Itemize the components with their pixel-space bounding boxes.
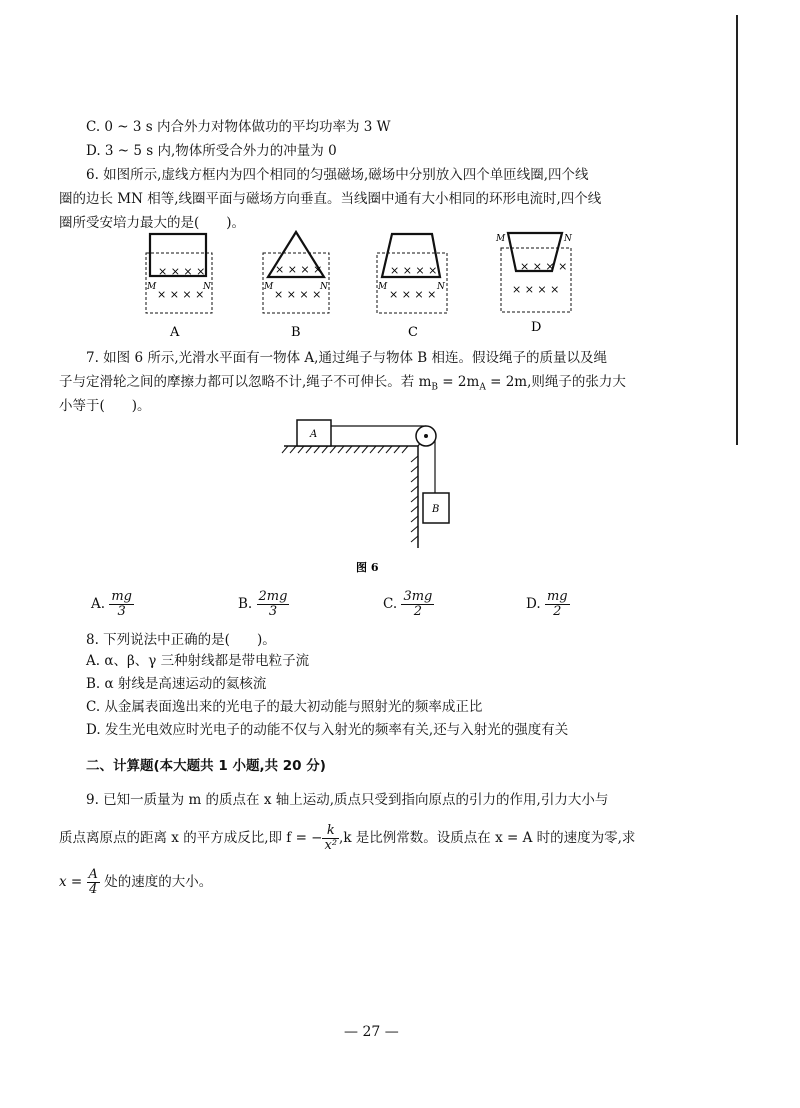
q5-option-d: D. 3 ~ 5 s 内,物体所受合外力的冲量为 0 — [86, 143, 337, 159]
q8-option-d: D. 发生光电效应时光电子的动能不仅与入射光的频率有关,还与入射光的强度有关 — [86, 722, 569, 738]
q6-a-n: N — [203, 282, 211, 292]
q6-a-m: M — [147, 282, 157, 292]
q6-stem-line2: 圈的边长 MN 相等,线圈平面与磁场方向垂直。当线圈中通有大小相同的环形电流时,四个线 — [59, 191, 602, 207]
q7-option-a: A. $\frac{mg}{3}$ — [91, 589, 132, 619]
q9-stem-line2: 质点离原点的距离 x 的平方成反比,即 f = − $\frac{k}{\text{x²}}$ ,k 是比例常数。设质点在 x = A 时的速度为零,求 — [59, 823, 636, 853]
q6-a-crosses-bottom: × × × × — [157, 288, 205, 301]
q7-option-d: D. $\frac{mg}{2}$ — [526, 589, 568, 619]
q6-c-label: C — [408, 325, 418, 340]
q6-stem-line3: 圈所受安培力最大的是( )。 — [59, 215, 246, 231]
q6-b-n: N — [320, 282, 328, 292]
q6-b-m: M — [264, 282, 274, 292]
q7-stem-line2: 子与定滑轮之间的摩擦力都可以忽略不计,绳子不可伸长。若 $m_B = 2m_A = 2m$,则绳子的张力大 — [59, 374, 626, 393]
q6-stem-line1: 6. 如图所示,虚线方框内为四个相同的匀强磁场,磁场中分别放入四个单匝线圈,四个线 — [86, 167, 589, 183]
q6-b-crosses-top: × × × × — [275, 263, 323, 276]
q6-b-crosses-bottom: × × × × — [274, 288, 322, 301]
q8-option-b: B. α 射线是高速运动的氦核流 — [86, 676, 267, 692]
page-number: — 27 — — [344, 1024, 399, 1040]
q7-block-a-label: A — [310, 429, 318, 440]
q5-option-c: C. 0 ~ 3 s 内合外力对物体做功的平均功率为 3 W — [86, 119, 391, 135]
q6-c-crosses-top: × × × × — [390, 264, 438, 277]
q6-d-crosses-top: × × × × — [520, 260, 568, 273]
q9-x-fraction: $\frac{A}{4}$ — [88, 867, 98, 897]
q7-stem-line1: 7. 如图 6 所示,光滑水平面有一物体 A,通过绳子与物体 B 相连。假设绳子的质量以及绳 — [86, 350, 607, 366]
q6-d-n: N — [564, 234, 572, 244]
q6-c-m: M — [378, 282, 388, 292]
q9-force-fraction: $\frac{k}{\text{x²}}$ — [324, 823, 338, 853]
q9-stem-line1: 9. 已知一质量为 m 的质点在 x 轴上运动,质点只受到指向原点的引力的作用,引力大小与 — [86, 792, 609, 808]
q7-block-b-label: B — [432, 504, 440, 515]
q7-option-b: B. $\frac{2mg}{3}$ — [238, 589, 288, 619]
q8-option-a: A. α、β、γ 三种射线都是带电粒子流 — [86, 653, 310, 669]
q7-option-c: C. $\frac{3mg}{2}$ — [383, 589, 433, 619]
q6-b-label: B — [291, 325, 301, 340]
q6-d-m: M — [496, 234, 506, 244]
q6-a-crosses-top: × × × × — [158, 265, 206, 278]
q8-option-c: C. 从金属表面逸出来的光电子的最大初动能与照射光的频率成正比 — [86, 699, 483, 715]
q9-stem-line3: x = $\frac{A}{4}$ 处的速度的大小。 — [59, 867, 213, 897]
section-heading-calculation: 二、计算题(本大题共 1 小题,共 20 分) — [86, 758, 326, 774]
q6-a-label: A — [170, 325, 180, 340]
q6-c-n: N — [437, 282, 445, 292]
q6-c-crosses-bottom: × × × × — [389, 288, 437, 301]
q6-d-label: D — [531, 320, 542, 335]
q7-stem-line3: 小等于( )。 — [59, 398, 151, 414]
q6-d-crosses-bottom: × × × × — [512, 283, 560, 296]
q7-figure-caption: 图 6 — [356, 561, 379, 574]
q8-stem: 8. 下列说法中正确的是( )。 — [86, 632, 276, 648]
